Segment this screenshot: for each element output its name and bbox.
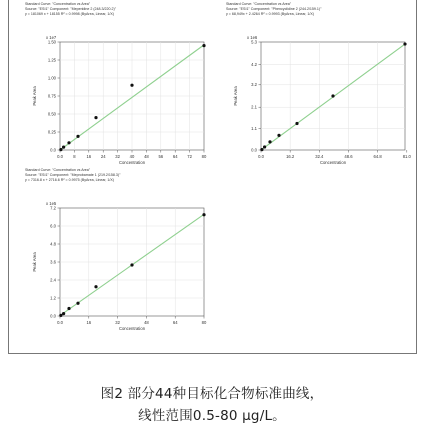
x-tick-label: 80 [201,154,207,159]
figure-caption-line1: 图2 部分44种目标化合物标准曲线， [100,386,324,402]
chart-svg [214,0,412,165]
axis-multiplier: x 1e6 [247,35,258,40]
data-point [76,302,79,305]
chart-header-line: Source: "ESI1" Component: "Meprobamate 1 (219.2/158.3)" [25,173,121,177]
x-tick-label: 64 [172,320,178,325]
y-tick-label: 1.25 [47,57,56,63]
data-point [130,84,133,87]
data-point [263,145,266,148]
y-tick-label: 0.50 [47,111,56,117]
data-point [59,314,62,317]
x-tick-label: 32.4 [315,154,324,159]
y-tick-label: 3.2 [251,82,257,88]
chart-panel-meperidine [13,0,211,165]
y-tick-label: 6.0 [50,223,56,229]
y-tick-label: 4.8 [50,241,56,247]
chart-header-line: y = 181069 x + 18155 R² = 0.9998 (ByArea, Linear, 1/X) [25,12,115,16]
data-point [260,148,263,151]
x-axis-label: Concentration [319,160,347,165]
data-point [94,116,97,119]
chart-header-line: Standard Curve: "Concentration vs Area" [226,2,292,6]
x-tick-label: 32 [115,320,120,325]
y-tick-label: 0.0 [251,147,257,153]
chart-panel-meprobamate [13,166,211,331]
y-tick-label: 1.1 [251,126,257,132]
y-tick-label: 3.6 [50,259,56,265]
y-axis-label: Peak Area [32,252,37,272]
x-tick-label: 72 [187,154,192,159]
x-tick-label: 48.6 [344,154,353,159]
y-tick-label: 1.50 [47,39,56,45]
y-tick-label: 2.4 [50,277,56,283]
y-tick-label: 0.0 [50,313,56,319]
x-tick-label: 40 [129,154,135,159]
data-point [59,148,62,151]
x-tick-label: 48 [144,154,149,159]
data-point [403,42,406,45]
x-tick-label: 64 [172,154,178,159]
x-axis-label: Concentration [118,326,146,331]
data-point [67,141,70,144]
x-tick-label: 64.8 [373,154,382,159]
data-point [76,135,79,138]
y-axis-label: Peak Area [32,86,37,106]
x-tick-label: 16 [86,320,92,325]
data-point [67,307,70,310]
y-tick-label: 7.2 [50,205,56,211]
axis-multiplier: x 1e7 [46,35,57,40]
y-tick-label: 1.2 [50,295,56,301]
chart-header-line: Source: "ESI1" Component: "Meperidine 2 (248.3/220.2)" [25,7,117,11]
data-point [62,312,65,315]
data-point [62,146,65,149]
y-tick-label: 0.25 [47,129,56,135]
chart-header-line: Source: "ESI1" Component: "Phencyclidine 2 (244.2/159.1)" [226,7,322,11]
x-axis-label: Concentration [118,160,146,165]
figure-caption-line2: 线性范围0.5-80 μg/L。 [138,408,286,424]
y-tick-label: 0.75 [47,93,56,99]
data-point [331,94,334,97]
y-tick-label: 4.2 [251,61,257,67]
chart-svg [13,166,211,331]
x-tick-label: 80 [201,320,207,325]
chart-svg [13,0,211,165]
x-tick-label: 16 [86,154,92,159]
x-tick-label: 24 [100,154,106,159]
data-point [202,44,205,47]
x-tick-label: 8 [73,154,76,159]
x-tick-label: 48 [144,320,149,325]
data-point [277,134,280,137]
x-tick-label: 16.2 [286,154,295,159]
x-tick-label: 0.0 [57,154,63,159]
y-tick-label: 0.0 [50,147,56,153]
figure-frame [8,0,417,354]
chart-header-line: Standard Curve: "Concentration vs Area" [25,168,91,172]
y-tick-label: 2.1 [251,104,257,110]
data-point [268,140,271,143]
chart-header-line: y = 68,949x + 2.4264 R² = 0.9993 (ByArea, Linear, 1/X) [226,12,315,16]
y-tick-label: 1.00 [47,75,56,81]
x-tick-label: 32 [115,154,120,159]
y-axis-label: Peak Area [233,86,238,106]
chart-header-line: y = 7316.8 x + 2716.6 R² = 0.9975 (ByArea, Linear, 1/X) [25,178,115,182]
data-point [295,122,298,125]
data-point [202,213,205,216]
chart-header-line: Standard Curve: "Concentration vs Area" [25,2,91,6]
x-tick-label: 0.0 [57,320,63,325]
x-tick-label: 0.0 [258,154,264,159]
chart-panel-phencyclidine [214,0,412,165]
y-tick-label: 5.3 [251,39,257,45]
data-point [94,285,97,288]
data-point [130,263,133,266]
x-tick-label: 81.0 [402,154,411,159]
axis-multiplier: x 1e5 [46,201,57,206]
x-tick-label: 56 [158,154,164,159]
